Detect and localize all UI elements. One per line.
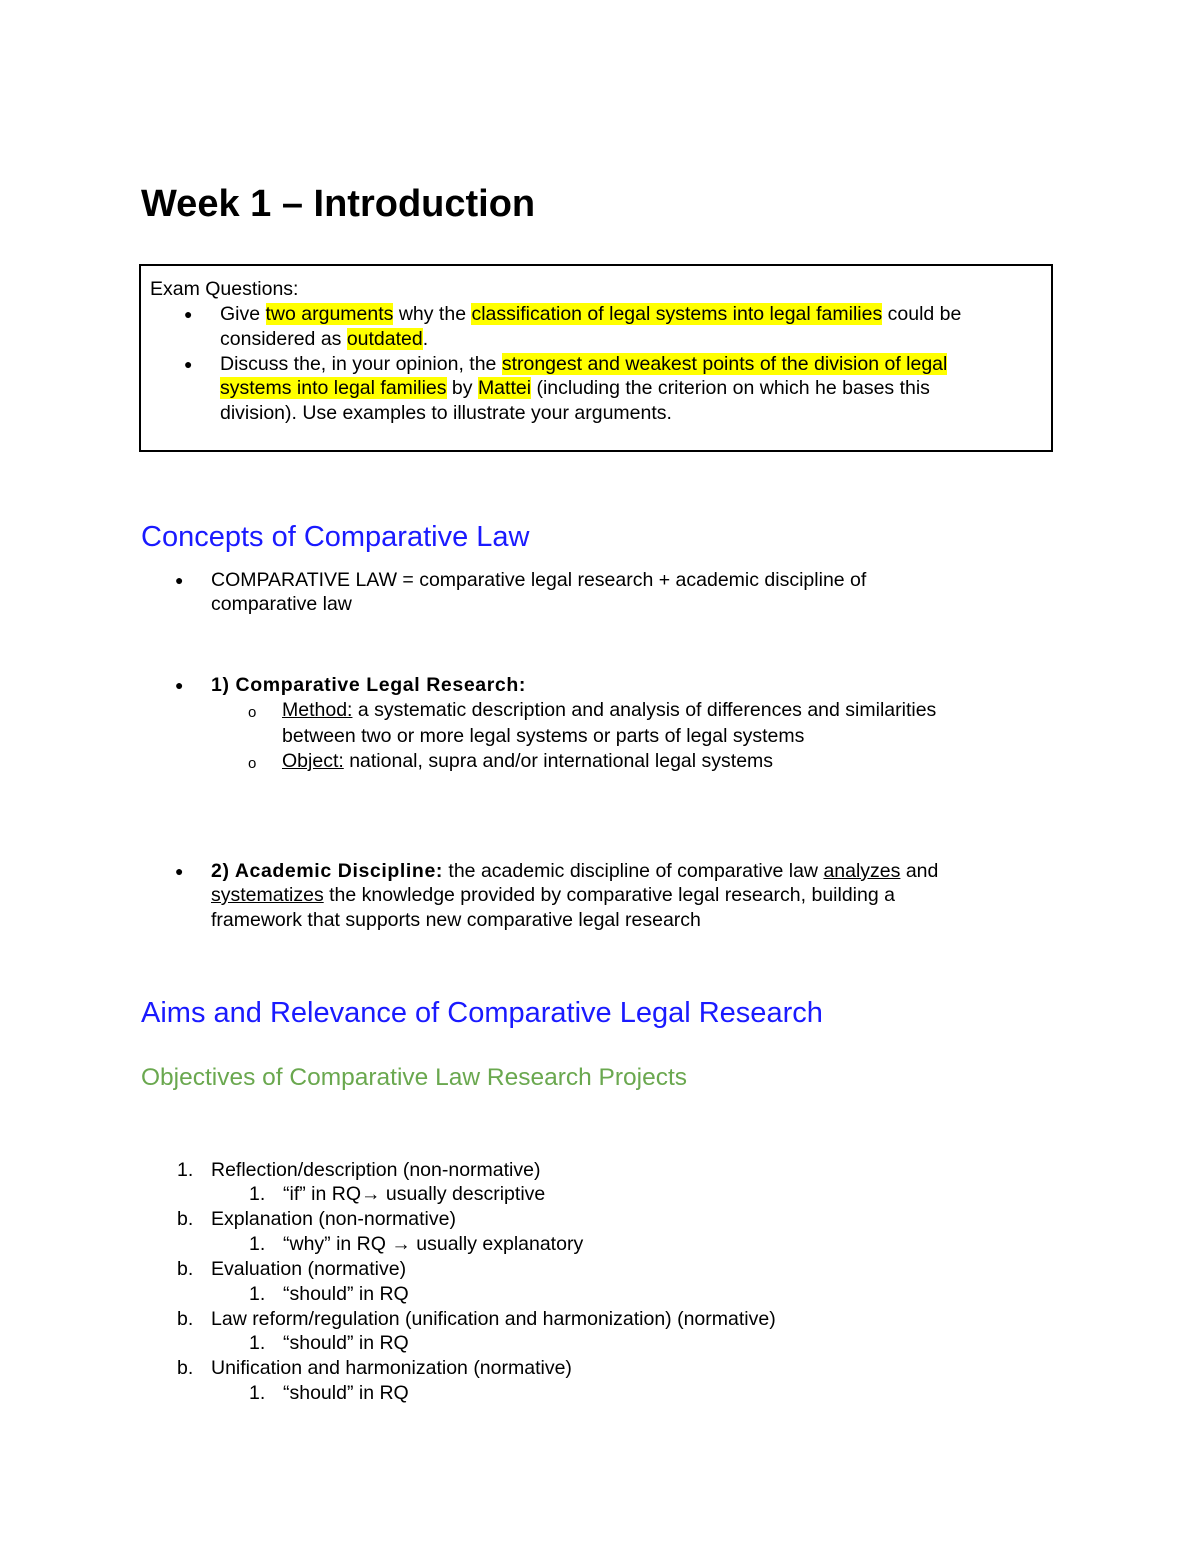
list-marker: 1. bbox=[249, 1332, 266, 1354]
objective-item: Evaluation (normative) bbox=[211, 1258, 407, 1280]
aims-heading: Aims and Relevance of Comparative Legal Research bbox=[141, 997, 823, 1029]
sub-bullet-marker: o bbox=[248, 704, 257, 721]
bullet-icon: ● bbox=[175, 572, 184, 588]
exam-question-2-line-1: Discuss the, in your opinion, the strongest and weakest points of the division of legal bbox=[220, 353, 948, 375]
bullet-icon: ● bbox=[175, 677, 184, 693]
page-title: Week 1 – Introduction bbox=[141, 183, 536, 225]
list-marker: 1. bbox=[249, 1382, 266, 1404]
exam-question-1-line-2: considered as outdated. bbox=[220, 328, 429, 350]
objectives-subheading: Objectives of Comparative Law Research Projects bbox=[141, 1064, 688, 1091]
objective-subitem: “should” in RQ bbox=[283, 1332, 409, 1354]
objective-subitem: “should” in RQ bbox=[283, 1382, 409, 1404]
comparative-law-definition-line-2: comparative law bbox=[211, 593, 352, 615]
list-marker: 1. bbox=[249, 1283, 266, 1305]
bullet-icon: ● bbox=[175, 863, 184, 879]
exam-questions-heading: Exam Questions: bbox=[150, 278, 299, 300]
list-marker: b. bbox=[177, 1308, 194, 1330]
academic-discipline-line-3: framework that supports new comparative legal research bbox=[211, 909, 701, 931]
list-marker: 1. bbox=[249, 1183, 266, 1205]
comparative-legal-research-label: 1) Comparative Legal Research: bbox=[211, 674, 526, 696]
exam-question-2-line-3: division). Use examples to illustrate your arguments. bbox=[220, 402, 672, 424]
objective-subitem: “why” in RQ → usually explanatory bbox=[283, 1233, 584, 1255]
objective-subitem: “if” in RQ→ usually descriptive bbox=[283, 1183, 546, 1205]
list-marker: b. bbox=[177, 1258, 194, 1280]
bullet-icon: ● bbox=[184, 356, 193, 372]
academic-discipline-line-2: systematizes the knowledge provided by comparative legal research, building a bbox=[211, 884, 895, 906]
objective-item: Reflection/description (non-normative) bbox=[211, 1159, 541, 1181]
sub-bullet-marker: o bbox=[248, 755, 257, 772]
exam-question-1-line-1: Give two arguments why the classification of legal systems into legal families could be bbox=[220, 303, 962, 325]
method-line-1: Method: a systematic description and analysis of differences and similarities bbox=[282, 699, 937, 721]
objective-item: Explanation (non-normative) bbox=[211, 1208, 456, 1230]
comparative-law-definition-line-1: COMPARATIVE LAW = comparative legal research + academic discipline of bbox=[211, 569, 867, 591]
objective-item: Law reform/regulation (unification and harmonization) (normative) bbox=[211, 1308, 776, 1330]
list-marker: 1. bbox=[249, 1233, 266, 1255]
objective-item: Unification and harmonization (normative) bbox=[211, 1357, 572, 1379]
bullet-icon: ● bbox=[184, 306, 193, 322]
list-marker: b. bbox=[177, 1208, 194, 1230]
method-line-2: between two or more legal systems or parts of legal systems bbox=[282, 725, 805, 747]
object-line: Object: national, supra and/or international legal systems bbox=[282, 750, 774, 772]
list-marker: 1. bbox=[177, 1159, 194, 1181]
objective-subitem: “should” in RQ bbox=[283, 1283, 409, 1305]
academic-discipline-line-1: 2) Academic Discipline: the academic discipline of comparative law analyzes and bbox=[211, 860, 939, 882]
exam-question-2-line-2: systems into legal families by Mattei (including the criterion on which he bases this bbox=[220, 377, 930, 399]
concepts-heading: Concepts of Comparative Law bbox=[141, 521, 530, 553]
list-marker: b. bbox=[177, 1357, 194, 1379]
